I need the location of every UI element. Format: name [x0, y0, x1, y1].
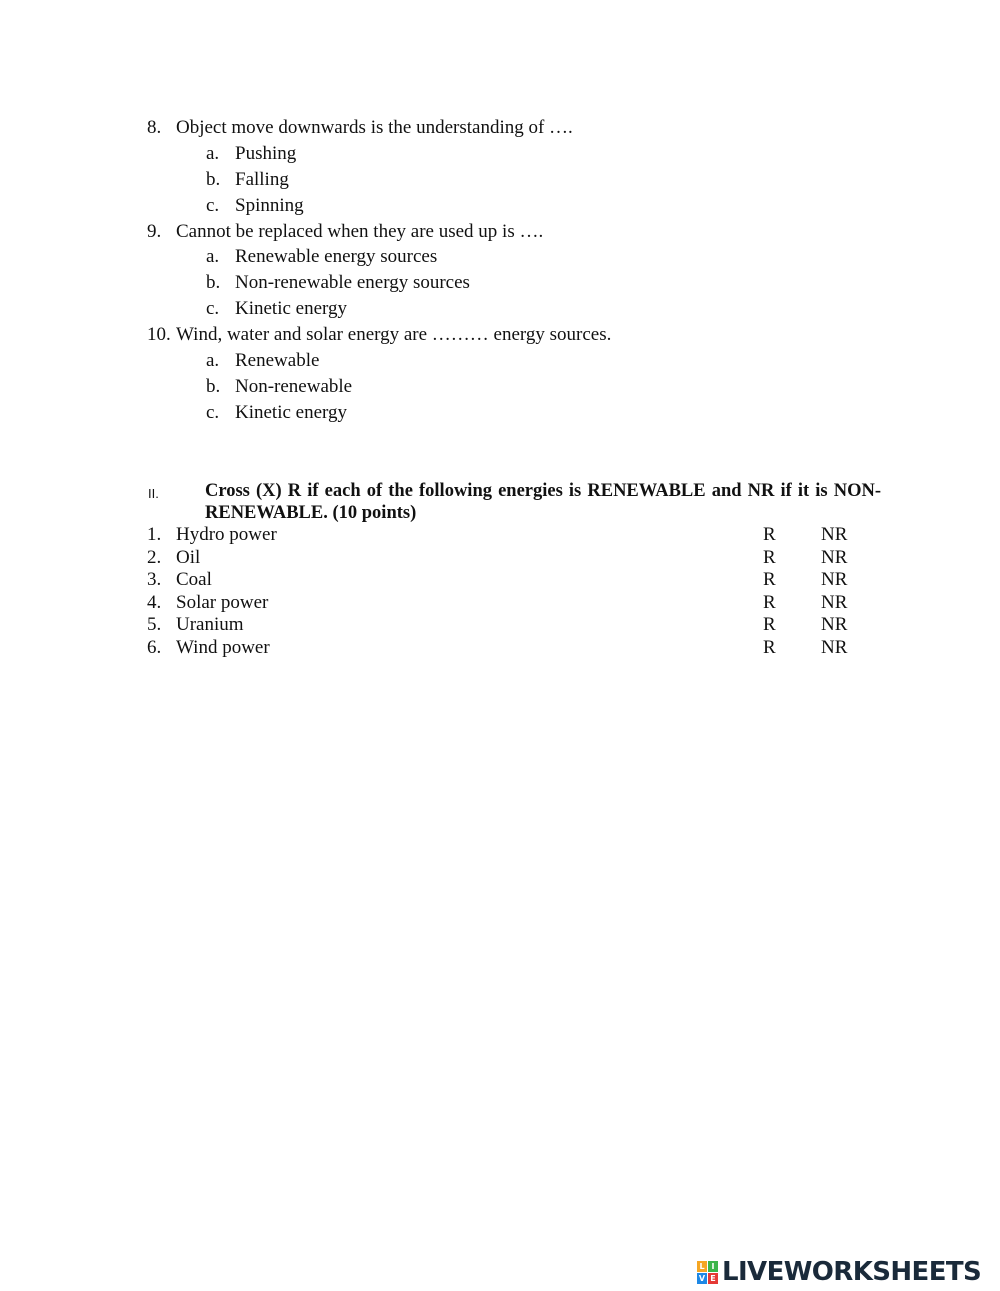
option-text: Renewable [235, 350, 320, 371]
item-number: 3. [147, 569, 162, 590]
option-text: Spinning [235, 195, 304, 216]
option-text: Renewable energy sources [235, 246, 438, 267]
choice-r[interactable]: R [763, 592, 776, 613]
item-number: 4. [147, 592, 162, 613]
choice-r[interactable]: R [763, 524, 776, 545]
choice-nr[interactable]: NR [821, 614, 848, 635]
choice-r[interactable]: R [763, 569, 776, 590]
liveworksheets-logo [697, 1258, 981, 1286]
question-text: Cannot be replaced when they are used up is …. [176, 221, 544, 242]
option-letter: c. [206, 298, 220, 319]
question-number: 8. [147, 117, 162, 138]
choice-r[interactable]: R [763, 637, 776, 658]
option-letter: a. [206, 246, 220, 267]
option-letter: c. [206, 195, 220, 216]
item-text: Wind power [176, 637, 270, 658]
option-letter: b. [206, 272, 221, 293]
option-text: Falling [235, 169, 289, 190]
choice-nr[interactable]: NR [821, 592, 848, 613]
item-number: 2. [147, 547, 162, 568]
question-text: Object move downwards is the understanding of …. [176, 117, 573, 138]
question-text: Wind, water and solar energy are ……… energy sources. [176, 324, 612, 345]
choice-r[interactable]: R [763, 614, 776, 635]
option-text: Kinetic energy [235, 402, 348, 423]
logo-mark-icon [697, 1261, 718, 1284]
item-number: 5. [147, 614, 162, 635]
item-text: Oil [176, 547, 201, 568]
section-number: II. [148, 486, 159, 501]
option-letter: c. [206, 402, 220, 423]
choice-r[interactable]: R [763, 547, 776, 568]
choice-nr[interactable]: NR [821, 547, 848, 568]
option-text: Non-renewable [235, 376, 353, 397]
item-number: 1. [147, 524, 162, 545]
item-text: Hydro power [176, 524, 277, 545]
option-text: Kinetic energy [235, 298, 348, 319]
question-number: 10. [147, 324, 171, 345]
option-letter: a. [206, 143, 220, 164]
option-letter: b. [206, 169, 221, 190]
logo-text: LIVEWORKSHEETS [722, 1257, 982, 1287]
item-text: Coal [176, 569, 212, 590]
logo-square: V [698, 1273, 706, 1283]
choice-nr[interactable]: NR [821, 524, 848, 545]
section-instruction: Cross (X) R if each of the following energies is RENEWABLE and NR if it is NON-RENEWABLE. (10 points) [205, 481, 881, 523]
item-text: Solar power [176, 592, 269, 613]
logo-square: I [708, 1261, 718, 1272]
item-number: 6. [147, 637, 162, 658]
option-text: Non-renewable energy sources [235, 272, 470, 293]
item-text: Uranium [176, 614, 244, 635]
logo-square: E [708, 1273, 718, 1284]
choice-nr[interactable]: NR [821, 569, 848, 590]
option-text: Pushing [235, 143, 297, 164]
option-letter: a. [206, 350, 220, 371]
question-number: 9. [147, 221, 162, 242]
option-letter: b. [206, 376, 221, 397]
logo-square: L [697, 1261, 707, 1272]
choice-nr[interactable]: NR [821, 637, 848, 658]
